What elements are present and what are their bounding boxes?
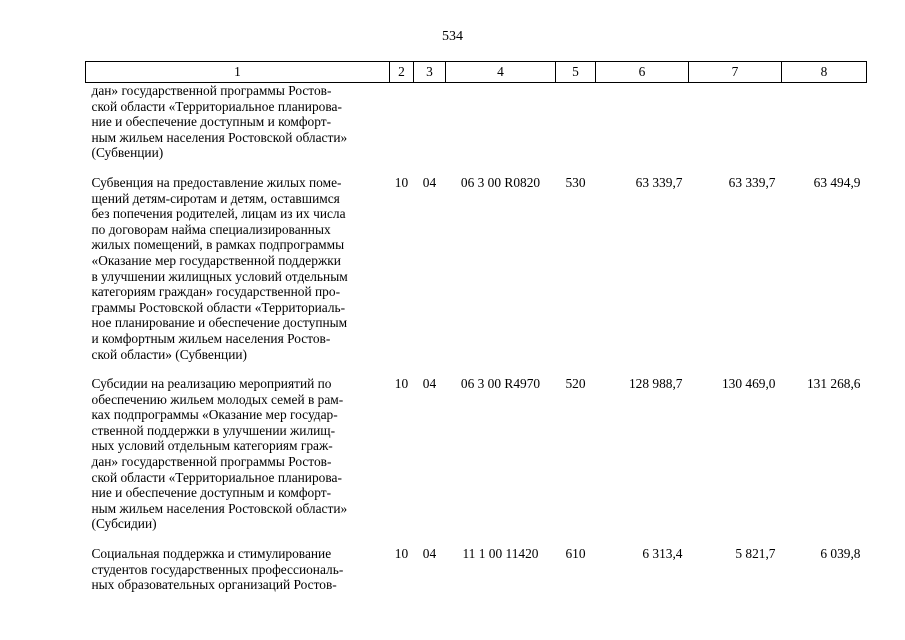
header-col-4: 4 <box>446 62 556 83</box>
expense-type-code: 530 <box>565 174 586 190</box>
target-article-code: 06 3 00 R0820 <box>460 174 541 190</box>
description-line: жилых помещений, в рамках подпрограммы <box>91 237 345 253</box>
description-line: граммы Ростовской области «Территориаль- <box>91 299 346 315</box>
description-line: студентов государственных профессиональ- <box>91 561 344 577</box>
header-col-3: 3 <box>414 62 446 83</box>
row-description <box>86 546 390 593</box>
description-line: дан» государственной программы Ростов- <box>91 454 332 470</box>
description-line: ние и обеспечение доступным и комфорт- <box>91 485 332 501</box>
description-line: «Оказание мер государственной поддержки <box>91 252 341 268</box>
description-line: Субсидии на реализацию мероприятий по <box>91 376 332 392</box>
table-row <box>86 175 867 376</box>
subsection-code: 04 <box>422 376 437 392</box>
description-line: ным жильем населения Ростовской области» <box>91 129 348 145</box>
section-code: 10 <box>394 546 409 562</box>
target-article-code: 11 1 00 11420 <box>462 546 539 562</box>
row-description <box>86 376 390 546</box>
description-line: Социальная поддержка и стимулирование <box>91 546 332 562</box>
header-row <box>86 62 867 83</box>
description-line: ской области» (Субвенции) <box>91 346 247 362</box>
description-line: щений детям-сиротам и детям, оставшимся <box>91 190 340 206</box>
description-line: в улучшении жилищных условий отдельным <box>91 268 348 284</box>
row-description <box>86 175 390 376</box>
description-line: дан» государственной программы Ростов- <box>91 83 332 98</box>
description-line: ской области «Территориальное планирова- <box>91 469 342 485</box>
description-line: и комфортным жильем населения Ростов- <box>91 330 331 346</box>
header-col-8: 8 <box>782 62 867 83</box>
description-line: (Субвенции) <box>91 145 164 161</box>
header-col-7: 7 <box>689 62 782 83</box>
amount-year-1: 6 313,4 <box>642 546 683 562</box>
amount-year-2: 130 469,0 <box>721 376 776 392</box>
subsection-code: 04 <box>422 174 437 190</box>
description-line: категориям граждан» государственной про- <box>91 284 341 300</box>
header-col-5: 5 <box>556 62 596 83</box>
description-line: Субвенция на предоставление жилых поме- <box>91 174 342 190</box>
description-line: (Субсидии) <box>91 516 157 532</box>
amount-year-2: 5 821,7 <box>735 546 776 562</box>
description-line: без попечения родителей, лицам из их числа <box>91 206 346 222</box>
amount-year-2: 63 339,7 <box>728 174 776 190</box>
page-number: 534 <box>442 29 463 44</box>
header-col-2: 2 <box>390 62 414 83</box>
budget-table <box>85 61 867 593</box>
description-line: ных условий отдельным категориям граж- <box>91 438 333 454</box>
expense-type-code: 610 <box>565 546 586 562</box>
amount-year-3: 131 268,6 <box>806 376 861 392</box>
description-line: ным жильем населения Ростовской области» <box>91 500 348 516</box>
amount-year-3: 63 494,9 <box>813 174 861 190</box>
description-line: ных образовательных организаций Ростов- <box>91 577 337 593</box>
expense-type-code: 520 <box>565 376 586 392</box>
description-line: ках подпрограммы «Оказание мер государ- <box>91 407 338 423</box>
description-line: по договорам найма специализированных <box>91 221 331 237</box>
amount-year-1: 128 988,7 <box>628 376 683 392</box>
description-line: ской области «Территориальное планирова- <box>91 98 342 114</box>
row-description <box>86 83 390 175</box>
section-code: 10 <box>394 376 409 392</box>
description-line: ственной поддержки в улучшении жилищ- <box>91 422 336 438</box>
header-col-1: 1 <box>86 62 390 83</box>
subsection-code: 04 <box>422 546 437 562</box>
table-row-continuation <box>86 83 867 175</box>
target-article-code: 06 3 00 R4970 <box>460 376 541 392</box>
section-code: 10 <box>394 174 409 190</box>
header-col-6: 6 <box>596 62 689 83</box>
amount-year-3: 6 039,8 <box>820 546 861 562</box>
description-line: ние и обеспечение доступным и комфорт- <box>91 114 332 130</box>
description-line: обеспечению жильем молодых семей в рам- <box>91 391 344 407</box>
amount-year-1: 63 339,7 <box>635 174 683 190</box>
description-line: ное планирование и обеспечение доступным <box>91 315 348 331</box>
table-row <box>86 376 867 546</box>
table-row <box>86 546 867 593</box>
